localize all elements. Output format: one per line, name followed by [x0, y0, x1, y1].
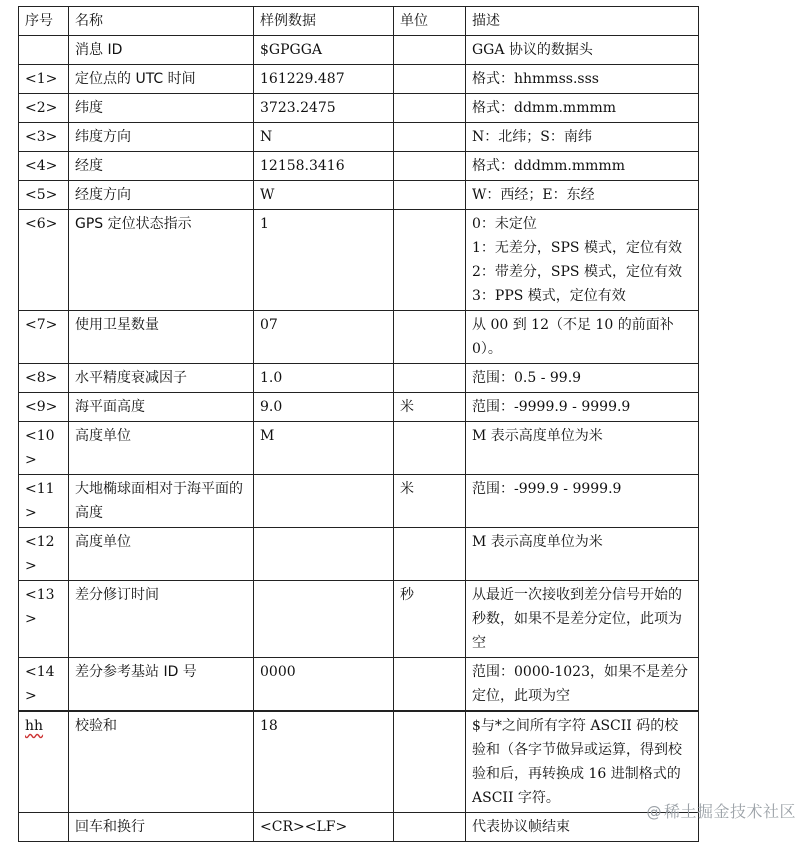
table-row — [19, 36, 699, 65]
row-name: 纬度 — [69, 94, 254, 123]
row-unit — [394, 422, 466, 475]
row-description: GGA 协议的数据头 — [466, 36, 699, 65]
table-row — [19, 581, 699, 658]
table-row — [19, 94, 699, 123]
row-sample-data — [254, 528, 394, 581]
row-unit — [394, 528, 466, 581]
row-description: N：北纬；S：南纬 — [466, 123, 699, 152]
row-unit — [394, 364, 466, 393]
row-description: 范围：-999.9 - 9999.9 — [466, 475, 699, 528]
row-sample-data: 12158.3416 — [254, 152, 394, 181]
table-row — [19, 152, 699, 181]
row-sample-data: N — [254, 123, 394, 152]
row-description: M 表示高度单位为米 — [466, 528, 699, 581]
table-row — [19, 711, 699, 813]
row-index: <11> — [19, 475, 69, 528]
row-index: <1> — [19, 65, 69, 94]
row-name: 校验和 — [69, 711, 254, 813]
table-row — [19, 181, 699, 210]
row-sample-data — [254, 581, 394, 658]
row-description: 格式：hhmmss.sss — [466, 65, 699, 94]
table-row — [19, 658, 699, 712]
row-unit — [394, 658, 466, 712]
table-row — [19, 123, 699, 152]
row-sample-data: M — [254, 422, 394, 475]
row-unit — [394, 65, 466, 94]
header-index: 序号 — [19, 7, 69, 36]
row-index: <7> — [19, 311, 69, 364]
row-description: 范围：-9999.9 - 9999.9 — [466, 393, 699, 422]
row-index: hh — [19, 711, 69, 813]
row-sample-data: $GPGGA — [254, 36, 394, 65]
row-unit — [394, 123, 466, 152]
row-description: 0：未定位 1：无差分，SPS 模式，定位有效 2：带差分，SPS 模式，定位有效 3：PPS 模式，定位有效 — [466, 210, 699, 311]
table-row — [19, 65, 699, 94]
row-name: 高度单位 — [69, 422, 254, 475]
row-sample-data: W — [254, 181, 394, 210]
header-name: 名称 — [69, 7, 254, 36]
row-unit: 秒 — [394, 581, 466, 658]
row-index: <4> — [19, 152, 69, 181]
row-index: <5> — [19, 181, 69, 210]
row-unit — [394, 813, 466, 842]
row-index: <8> — [19, 364, 69, 393]
header-row — [19, 7, 699, 36]
row-sample-data: 161229.487 — [254, 65, 394, 94]
table-row — [19, 528, 699, 581]
table-row — [19, 813, 699, 842]
row-name: GPS 定位状态指示 — [69, 210, 254, 311]
row-unit — [394, 210, 466, 311]
row-sample-data: 9.0 — [254, 393, 394, 422]
row-index: <12> — [19, 528, 69, 581]
row-description: 格式：dddmm.mmmm — [466, 152, 699, 181]
row-sample-data: 07 — [254, 311, 394, 364]
row-name: 大地椭球面相对于海平面的高度 — [69, 475, 254, 528]
row-unit: 米 — [394, 475, 466, 528]
watermark-at-sign: @ — [646, 803, 662, 821]
row-name: 经度 — [69, 152, 254, 181]
row-sample-data: 1.0 — [254, 364, 394, 393]
row-index: <10> — [19, 422, 69, 475]
row-description: 代表协议帧结束 — [466, 813, 699, 842]
table-row — [19, 364, 699, 393]
row-sample-data: 3723.2475 — [254, 94, 394, 123]
row-unit — [394, 181, 466, 210]
row-unit — [394, 36, 466, 65]
row-name: 差分修订时间 — [69, 581, 254, 658]
row-description: W：西经；E：东经 — [466, 181, 699, 210]
gga-protocol-table — [18, 6, 699, 842]
table-body — [19, 36, 699, 842]
row-name: 使用卫星数量 — [69, 311, 254, 364]
row-name: 差分参考基站 ID 号 — [69, 658, 254, 712]
header-unit: 单位 — [394, 7, 466, 36]
row-name: 消息 ID — [69, 36, 254, 65]
row-sample-data — [254, 475, 394, 528]
row-description: 范围：0000-1023，如果不是差分定位，此项为空 — [466, 658, 699, 712]
watermark — [646, 799, 796, 822]
row-name: 高度单位 — [69, 528, 254, 581]
row-sample-data: 18 — [254, 711, 394, 813]
row-description: 格式：ddmm.mmmm — [466, 94, 699, 123]
row-unit: 米 — [394, 393, 466, 422]
row-index: <6> — [19, 210, 69, 311]
row-index — [19, 36, 69, 65]
table-row — [19, 311, 699, 364]
row-unit — [394, 711, 466, 813]
row-index: <13> — [19, 581, 69, 658]
header-description: 描述 — [466, 7, 699, 36]
row-sample-data: <CR><LF> — [254, 813, 394, 842]
table-row — [19, 422, 699, 475]
row-name: 水平精度衰减因子 — [69, 364, 254, 393]
table-row — [19, 210, 699, 311]
row-index: <14> — [19, 658, 69, 712]
row-sample-data: 1 — [254, 210, 394, 311]
row-description: 从 00 到 12（不足 10 的前面补 0）。 — [466, 311, 699, 364]
row-index — [19, 813, 69, 842]
row-unit — [394, 94, 466, 123]
row-index: <3> — [19, 123, 69, 152]
row-description: $与*之间所有字符 ASCII 码的校验和（各字节做异或运算，得到校验和后，再转换成 16 进制格式的 ASCII 字符。 — [466, 711, 699, 813]
header-sample-data: 样例数据 — [254, 7, 394, 36]
row-unit — [394, 311, 466, 364]
row-name: 海平面高度 — [69, 393, 254, 422]
row-description: M 表示高度单位为米 — [466, 422, 699, 475]
row-name: 定位点的 UTC 时间 — [69, 65, 254, 94]
row-unit — [394, 152, 466, 181]
table-row — [19, 475, 699, 528]
table-row — [19, 393, 699, 422]
row-description: 范围：0.5 - 99.9 — [466, 364, 699, 393]
row-sample-data: 0000 — [254, 658, 394, 712]
row-name: 纬度方向 — [69, 123, 254, 152]
row-index: <2> — [19, 94, 69, 123]
row-name: 回车和换行 — [69, 813, 254, 842]
row-description: 从最近一次接收到差分信号开始的秒数，如果不是差分定位，此项为空 — [466, 581, 699, 658]
row-name: 经度方向 — [69, 181, 254, 210]
watermark-text: 稀土掘金技术社区 — [663, 802, 796, 821]
row-index: <9> — [19, 393, 69, 422]
